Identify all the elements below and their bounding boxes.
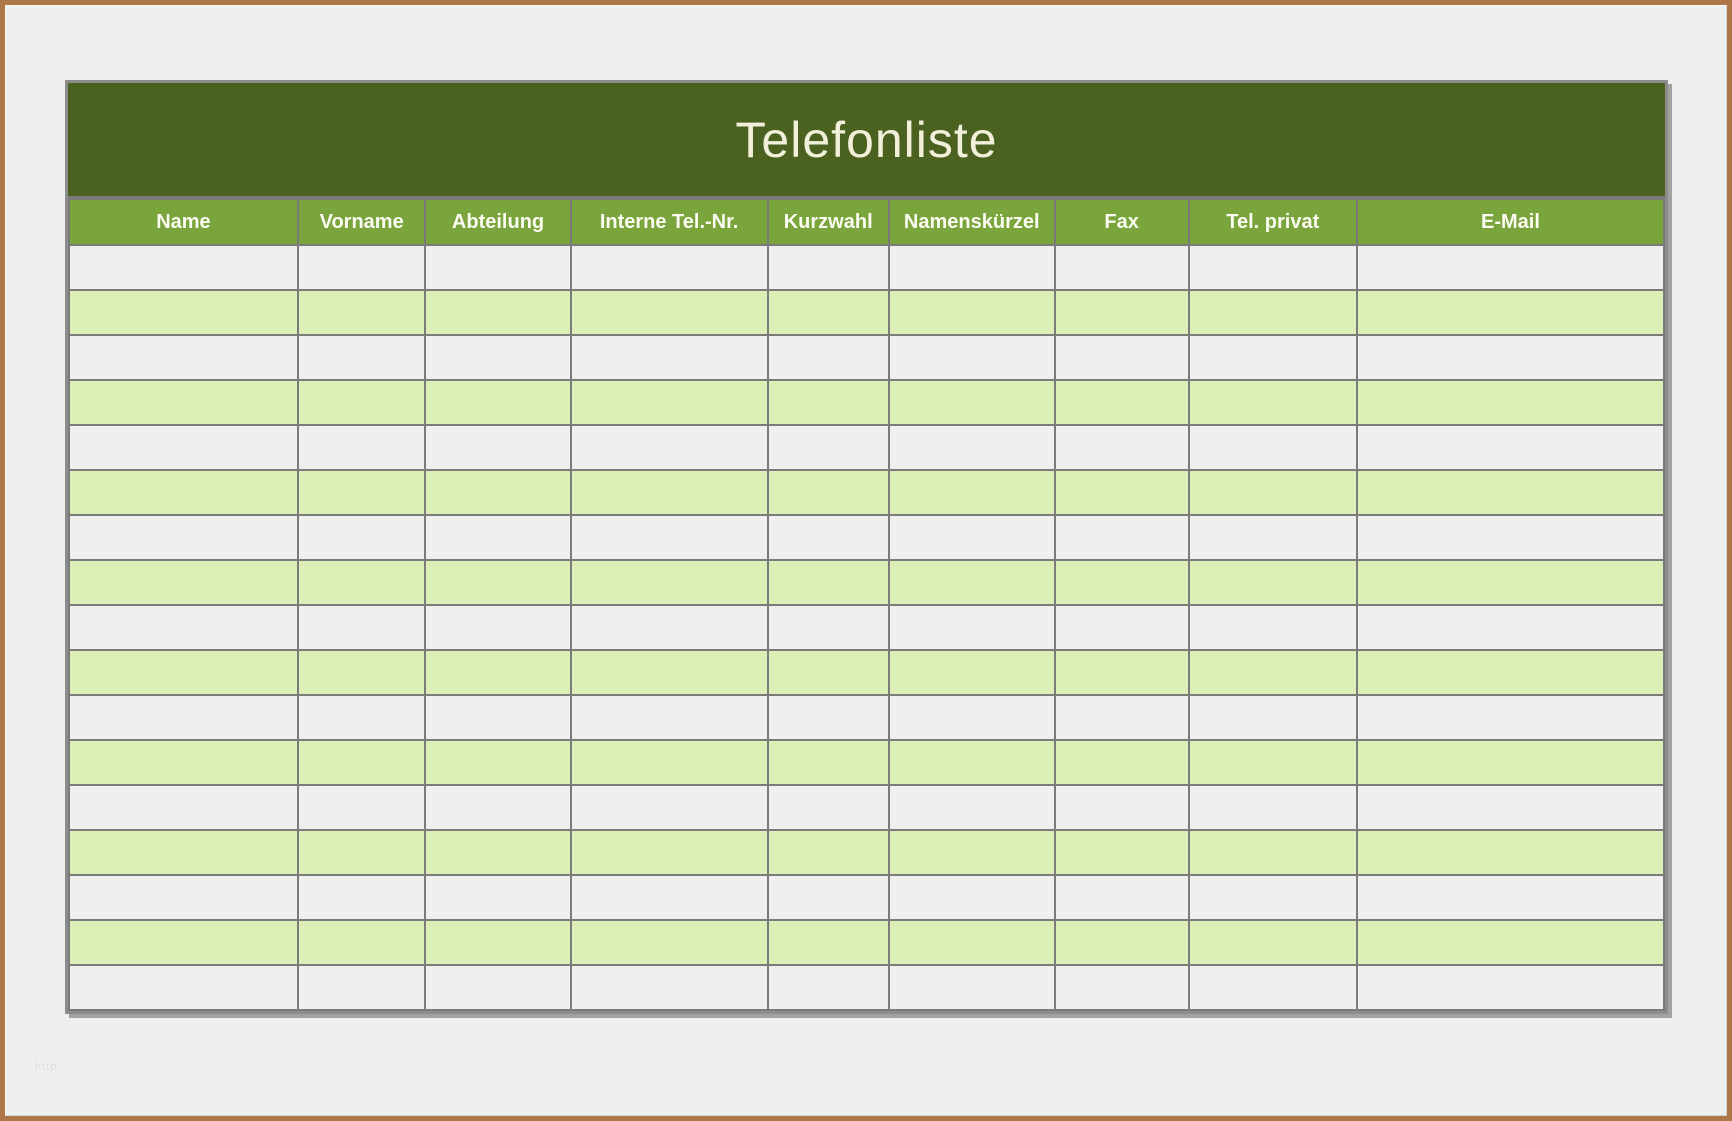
table-cell-vorname[interactable] xyxy=(298,605,426,650)
table-cell-abteilung[interactable] xyxy=(425,695,570,740)
table-cell-namenskuerzel[interactable] xyxy=(889,830,1055,875)
table-cell-abteilung[interactable] xyxy=(425,965,570,1010)
page-title: Telefonliste xyxy=(735,111,998,168)
table-cell-kurzwahl[interactable] xyxy=(768,605,889,650)
table-cell-abteilung[interactable] xyxy=(425,290,570,335)
table-cell-interne-tel-nr[interactable] xyxy=(571,245,768,290)
column-header-e-mail: E-Mail xyxy=(1357,199,1664,245)
table-cell-namenskuerzel[interactable] xyxy=(889,290,1055,335)
table-cell-fax[interactable] xyxy=(1055,425,1189,470)
table-cell-fax[interactable] xyxy=(1055,605,1189,650)
table-cell-interne-tel-nr[interactable] xyxy=(571,920,768,965)
table-cell-fax[interactable] xyxy=(1055,470,1189,515)
table-row xyxy=(69,920,1664,965)
table-cell-kurzwahl[interactable] xyxy=(768,245,889,290)
table-cell-interne-tel-nr[interactable] xyxy=(571,830,768,875)
table-cell-namenskuerzel[interactable] xyxy=(889,245,1055,290)
table-cell-vorname[interactable] xyxy=(298,695,426,740)
table-cell-name[interactable] xyxy=(69,785,298,830)
table-cell-interne-tel-nr[interactable] xyxy=(571,335,768,380)
column-header-kurzwahl: Kurzwahl xyxy=(768,199,889,245)
table-cell-abteilung[interactable] xyxy=(425,740,570,785)
table-cell-vorname[interactable] xyxy=(298,875,426,920)
table-row xyxy=(69,740,1664,785)
table-cell-interne-tel-nr[interactable] xyxy=(571,605,768,650)
table-cell-interne-tel-nr[interactable] xyxy=(571,650,768,695)
table-cell-kurzwahl[interactable] xyxy=(768,785,889,830)
table-cell-vorname[interactable] xyxy=(298,470,426,515)
table-row xyxy=(69,245,1664,290)
table-cell-vorname[interactable] xyxy=(298,245,426,290)
table-cell-tel-privat[interactable] xyxy=(1189,425,1357,470)
table-cell-name[interactable] xyxy=(69,290,298,335)
table-cell-namenskuerzel[interactable] xyxy=(889,470,1055,515)
table-cell-interne-tel-nr[interactable] xyxy=(571,695,768,740)
column-header-interne-tel-nr: Interne Tel.-Nr. xyxy=(571,199,768,245)
table-cell-e-mail[interactable] xyxy=(1357,830,1664,875)
table-cell-abteilung[interactable] xyxy=(425,650,570,695)
table-row xyxy=(69,290,1664,335)
table-cell-abteilung[interactable] xyxy=(425,335,570,380)
table-row xyxy=(69,785,1664,830)
table-row xyxy=(69,830,1664,875)
table-cell-interne-tel-nr[interactable] xyxy=(571,290,768,335)
table-cell-e-mail[interactable] xyxy=(1357,740,1664,785)
table-cell-fax[interactable] xyxy=(1055,965,1189,1010)
table-cell-vorname[interactable] xyxy=(298,425,426,470)
table-cell-namenskuerzel[interactable] xyxy=(889,695,1055,740)
table-cell-vorname[interactable] xyxy=(298,830,426,875)
table-cell-kurzwahl[interactable] xyxy=(768,335,889,380)
table-cell-abteilung[interactable] xyxy=(425,245,570,290)
title-bar xyxy=(68,83,1665,198)
table-cell-vorname[interactable] xyxy=(298,560,426,605)
table-cell-abteilung[interactable] xyxy=(425,515,570,560)
table-cell-name[interactable] xyxy=(69,425,298,470)
table-cell-fax[interactable] xyxy=(1055,290,1189,335)
table-cell-tel-privat[interactable] xyxy=(1189,290,1357,335)
table-cell-name[interactable] xyxy=(69,650,298,695)
table-cell-tel-privat[interactable] xyxy=(1189,245,1357,290)
table-cell-interne-tel-nr[interactable] xyxy=(571,380,768,425)
table-cell-kurzwahl[interactable] xyxy=(768,830,889,875)
table-cell-kurzwahl[interactable] xyxy=(768,650,889,695)
table-cell-e-mail[interactable] xyxy=(1357,470,1664,515)
table-cell-kurzwahl[interactable] xyxy=(768,425,889,470)
table-cell-fax[interactable] xyxy=(1055,245,1189,290)
table-header-row xyxy=(69,199,1664,245)
table-cell-fax[interactable] xyxy=(1055,740,1189,785)
table-cell-abteilung[interactable] xyxy=(425,875,570,920)
table-cell-fax[interactable] xyxy=(1055,695,1189,740)
table-cell-vorname[interactable] xyxy=(298,740,426,785)
column-header-namenskuerzel: Namenskürzel xyxy=(889,199,1055,245)
table-row xyxy=(69,965,1664,1010)
table-cell-e-mail[interactable] xyxy=(1357,380,1664,425)
table-cell-interne-tel-nr[interactable] xyxy=(571,560,768,605)
table-cell-fax[interactable] xyxy=(1055,515,1189,560)
table-row xyxy=(69,875,1664,920)
table-cell-kurzwahl[interactable] xyxy=(768,470,889,515)
table-row xyxy=(69,560,1664,605)
table-row xyxy=(69,650,1664,695)
table-cell-tel-privat[interactable] xyxy=(1189,605,1357,650)
table-cell-tel-privat[interactable] xyxy=(1189,785,1357,830)
table-cell-name[interactable] xyxy=(69,515,298,560)
table-cell-name[interactable] xyxy=(69,695,298,740)
table-cell-namenskuerzel[interactable] xyxy=(889,515,1055,560)
table-cell-abteilung[interactable] xyxy=(425,470,570,515)
table-cell-name[interactable] xyxy=(69,335,298,380)
watermark-text: http xyxy=(35,1061,58,1073)
table-cell-e-mail[interactable] xyxy=(1357,695,1664,740)
table-cell-name[interactable] xyxy=(69,920,298,965)
table-cell-e-mail[interactable] xyxy=(1357,920,1664,965)
table-cell-interne-tel-nr[interactable] xyxy=(571,425,768,470)
table-row xyxy=(69,380,1664,425)
table-cell-tel-privat[interactable] xyxy=(1189,875,1357,920)
table-row xyxy=(69,470,1664,515)
table-cell-tel-privat[interactable] xyxy=(1189,830,1357,875)
table-cell-interne-tel-nr[interactable] xyxy=(571,515,768,560)
table-cell-abteilung[interactable] xyxy=(425,425,570,470)
table-cell-tel-privat[interactable] xyxy=(1189,335,1357,380)
table-cell-name[interactable] xyxy=(69,560,298,605)
column-header-abteilung: Abteilung xyxy=(425,199,570,245)
table-row xyxy=(69,335,1664,380)
column-header-fax: Fax xyxy=(1055,199,1189,245)
table-cell-vorname[interactable] xyxy=(298,335,426,380)
table-cell-kurzwahl[interactable] xyxy=(768,965,889,1010)
table-cell-e-mail[interactable] xyxy=(1357,785,1664,830)
table-cell-vorname[interactable] xyxy=(298,380,426,425)
table-cell-fax[interactable] xyxy=(1055,335,1189,380)
table-cell-namenskuerzel[interactable] xyxy=(889,560,1055,605)
table-cell-tel-privat[interactable] xyxy=(1189,650,1357,695)
table-cell-e-mail[interactable] xyxy=(1357,605,1664,650)
table-row xyxy=(69,605,1664,650)
table-cell-namenskuerzel[interactable] xyxy=(889,650,1055,695)
column-header-tel-privat: Tel. privat xyxy=(1189,199,1357,245)
table-cell-kurzwahl[interactable] xyxy=(768,920,889,965)
table-cell-namenskuerzel[interactable] xyxy=(889,335,1055,380)
table-cell-interne-tel-nr[interactable] xyxy=(571,740,768,785)
table-cell-e-mail[interactable] xyxy=(1357,425,1664,470)
table-cell-namenskuerzel[interactable] xyxy=(889,785,1055,830)
table-cell-tel-privat[interactable] xyxy=(1189,740,1357,785)
table-cell-namenskuerzel[interactable] xyxy=(889,920,1055,965)
table-cell-vorname[interactable] xyxy=(298,290,426,335)
table-cell-fax[interactable] xyxy=(1055,380,1189,425)
column-header-vorname: Vorname xyxy=(298,199,426,245)
table-cell-tel-privat[interactable] xyxy=(1189,920,1357,965)
phone-list-table xyxy=(68,198,1665,1011)
table-cell-kurzwahl[interactable] xyxy=(768,380,889,425)
table-cell-e-mail[interactable] xyxy=(1357,335,1664,380)
table-cell-tel-privat[interactable] xyxy=(1189,515,1357,560)
table-cell-e-mail[interactable] xyxy=(1357,650,1664,695)
table-cell-kurzwahl[interactable] xyxy=(768,695,889,740)
table-cell-name[interactable] xyxy=(69,605,298,650)
table-cell-abteilung[interactable] xyxy=(425,605,570,650)
table-cell-abteilung[interactable] xyxy=(425,785,570,830)
table-cell-name[interactable] xyxy=(69,740,298,785)
table-cell-interne-tel-nr[interactable] xyxy=(571,785,768,830)
table-cell-kurzwahl[interactable] xyxy=(768,740,889,785)
table-cell-kurzwahl[interactable] xyxy=(768,290,889,335)
table-cell-tel-privat[interactable] xyxy=(1189,380,1357,425)
table-cell-fax[interactable] xyxy=(1055,560,1189,605)
table-cell-vorname[interactable] xyxy=(298,965,426,1010)
table-cell-kurzwahl[interactable] xyxy=(768,875,889,920)
table-cell-e-mail[interactable] xyxy=(1357,245,1664,290)
table-cell-fax[interactable] xyxy=(1055,920,1189,965)
table-cell-fax[interactable] xyxy=(1055,830,1189,875)
table-row xyxy=(69,515,1664,560)
table-cell-name[interactable] xyxy=(69,965,298,1010)
table-cell-kurzwahl[interactable] xyxy=(768,515,889,560)
table-cell-vorname[interactable] xyxy=(298,515,426,560)
table-cell-namenskuerzel[interactable] xyxy=(889,875,1055,920)
table-cell-namenskuerzel[interactable] xyxy=(889,740,1055,785)
table-cell-namenskuerzel[interactable] xyxy=(889,380,1055,425)
table-cell-fax[interactable] xyxy=(1055,650,1189,695)
table-cell-name[interactable] xyxy=(69,245,298,290)
table-cell-e-mail[interactable] xyxy=(1357,290,1664,335)
table-cell-vorname[interactable] xyxy=(298,920,426,965)
table-cell-namenskuerzel[interactable] xyxy=(889,605,1055,650)
table-cell-name[interactable] xyxy=(69,470,298,515)
table-cell-fax[interactable] xyxy=(1055,785,1189,830)
table-row xyxy=(69,425,1664,470)
table-cell-e-mail[interactable] xyxy=(1357,875,1664,920)
table-cell-vorname[interactable] xyxy=(298,650,426,695)
table-cell-name[interactable] xyxy=(69,830,298,875)
table-cell-e-mail[interactable] xyxy=(1357,560,1664,605)
table-cell-kurzwahl[interactable] xyxy=(768,560,889,605)
table-cell-name[interactable] xyxy=(69,380,298,425)
table-cell-abteilung[interactable] xyxy=(425,380,570,425)
table-cell-namenskuerzel[interactable] xyxy=(889,425,1055,470)
table-cell-tel-privat[interactable] xyxy=(1189,470,1357,515)
table-row xyxy=(69,695,1664,740)
column-header-name: Name xyxy=(69,199,298,245)
table-cell-tel-privat[interactable] xyxy=(1189,695,1357,740)
table-cell-e-mail[interactable] xyxy=(1357,965,1664,1010)
table-cell-abteilung[interactable] xyxy=(425,560,570,605)
table-cell-name[interactable] xyxy=(69,875,298,920)
table-cell-tel-privat[interactable] xyxy=(1189,560,1357,605)
table-cell-e-mail[interactable] xyxy=(1357,515,1664,560)
table-cell-interne-tel-nr[interactable] xyxy=(571,965,768,1010)
table-cell-tel-privat[interactable] xyxy=(1189,965,1357,1010)
table-cell-interne-tel-nr[interactable] xyxy=(571,875,768,920)
table-cell-fax[interactable] xyxy=(1055,875,1189,920)
table-cell-vorname[interactable] xyxy=(298,785,426,830)
table-cell-interne-tel-nr[interactable] xyxy=(571,470,768,515)
table-cell-abteilung[interactable] xyxy=(425,830,570,875)
table-cell-abteilung[interactable] xyxy=(425,920,570,965)
phone-list-sheet xyxy=(65,80,1668,1014)
table-cell-namenskuerzel[interactable] xyxy=(889,965,1055,1010)
